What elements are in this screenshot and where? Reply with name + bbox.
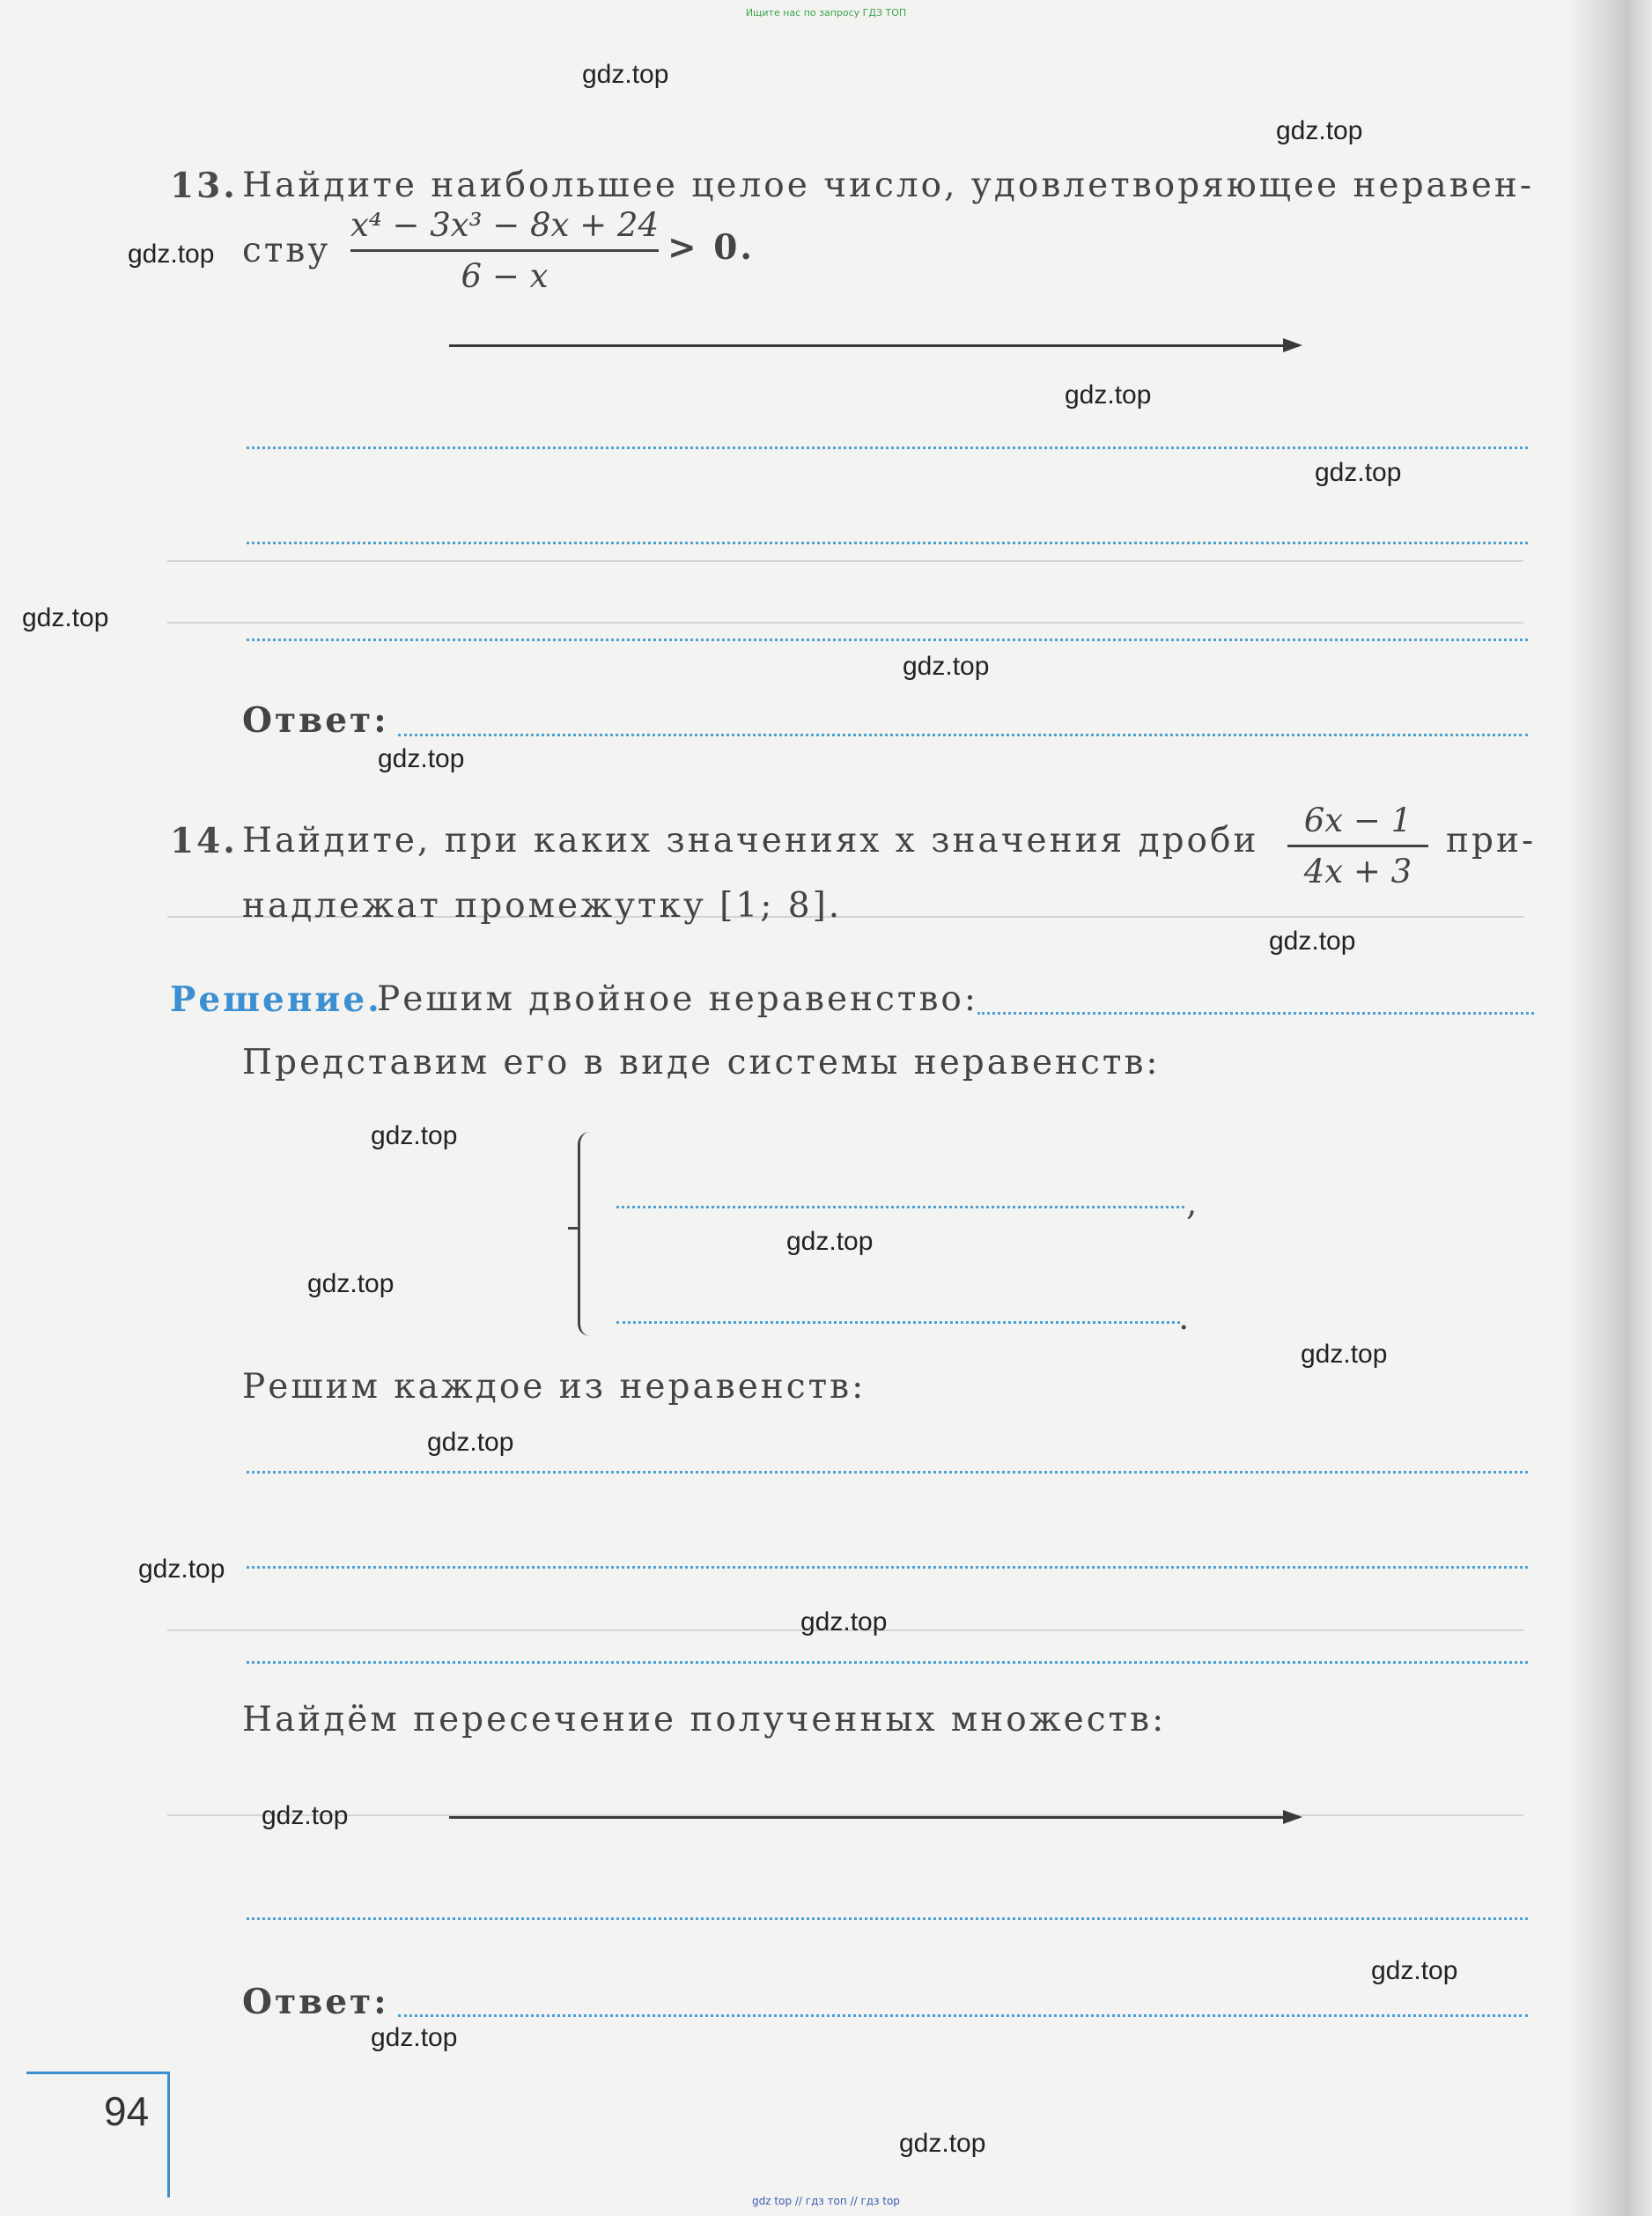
page-number: 94 xyxy=(104,2088,150,2134)
problem-14-answer-label: Ответ: xyxy=(242,1982,389,2022)
bottom-banner[interactable]: gdz top // гдз топ // гдз top xyxy=(752,2195,900,2207)
answer-line[interactable] xyxy=(247,639,1528,641)
system-inequality-2-field[interactable] xyxy=(616,1321,1180,1324)
system-brace xyxy=(578,1132,594,1336)
watermark: gdz.top xyxy=(903,652,990,681)
answer-line[interactable] xyxy=(247,1661,1528,1664)
watermark: gdz.top xyxy=(427,1428,514,1457)
each-inequality-text: Решим каждое из неравенств: xyxy=(242,1367,867,1407)
problem-14-text-line1: Найдите, при каких значениях x значения дроби xyxy=(242,821,1259,861)
problem-13-fraction xyxy=(350,206,659,295)
fraction-numerator: 6x − 1 xyxy=(1303,801,1412,839)
problem-13-text-line2: ству xyxy=(242,231,331,270)
watermark: gdz.top xyxy=(371,2023,458,2052)
top-banner[interactable]: Ищите нас по запросу ГДЗ ТОП xyxy=(745,7,907,18)
answer-field[interactable] xyxy=(398,2014,1528,2017)
system-text: Представим его в виде системы неравенств: xyxy=(242,1043,1161,1082)
fraction-bar xyxy=(350,249,659,252)
answer-line[interactable] xyxy=(247,447,1528,449)
fraction-bar xyxy=(1287,845,1428,847)
problem-14-text-line2: надлежат промежутку [1; 8]. xyxy=(242,886,843,926)
watermark: gdz.top xyxy=(1065,380,1152,410)
watermark: gdz.top xyxy=(378,744,465,773)
watermark: gdz.top xyxy=(1315,458,1402,487)
problem-13-inequality-sign: > 0. xyxy=(667,227,755,268)
problem-13-text-line1: Найдите наибольшее целое число, удовлетворяющее нерaвен- xyxy=(242,166,1534,205)
watermark: gdz.top xyxy=(138,1555,225,1584)
watermark: gdz.top xyxy=(307,1269,395,1298)
watermark: gdz.top xyxy=(786,1227,874,1256)
watermark: gdz.top xyxy=(1371,1956,1458,1985)
problem-14-text-line1-end: при- xyxy=(1446,821,1537,861)
intersection-text: Найдём пересечение полученных множеств: xyxy=(242,1700,1167,1740)
problem-13-answer-label: Ответ: xyxy=(242,700,389,741)
watermark: gdz.top xyxy=(128,240,215,269)
answer-line[interactable] xyxy=(247,542,1528,544)
watermark: gdz.top xyxy=(1269,927,1356,956)
bleed-line xyxy=(167,560,1523,562)
number-line-arrow[interactable] xyxy=(449,1816,1299,1819)
solution-label: Решение. xyxy=(170,979,382,1020)
answer-field[interactable] xyxy=(977,1012,1534,1015)
problem-14-number: 14. xyxy=(170,821,238,861)
system-end-period: . xyxy=(1178,1298,1192,1338)
answer-field[interactable] xyxy=(398,734,1528,736)
system-end-comma: , xyxy=(1186,1184,1200,1223)
watermark: gdz.top xyxy=(800,1607,888,1636)
answer-line[interactable] xyxy=(247,1917,1528,1920)
watermark: gdz.top xyxy=(1276,116,1363,145)
system-inequality-1-field[interactable] xyxy=(616,1206,1184,1208)
bleed-line xyxy=(167,622,1523,624)
answer-line[interactable] xyxy=(247,1566,1528,1569)
solution-text: Решим двойное неравенство: xyxy=(377,979,979,1019)
number-line-arrow[interactable] xyxy=(449,344,1299,347)
watermark: gdz.top xyxy=(899,2129,986,2158)
problem-14-fraction xyxy=(1287,801,1428,890)
watermark: gdz.top xyxy=(371,1121,458,1150)
fraction-denominator: 4x + 3 xyxy=(1303,853,1412,890)
watermark: gdz.top xyxy=(262,1801,349,1830)
page-edge-shadow xyxy=(1568,0,1652,2216)
fraction-denominator: 6 − x xyxy=(461,257,549,295)
watermark: gdz.top xyxy=(582,60,669,89)
fraction-numerator: x⁴ − 3x³ − 8x + 24 xyxy=(350,206,660,244)
answer-line[interactable] xyxy=(247,1471,1528,1474)
problem-13-number: 13. xyxy=(170,166,238,206)
watermark: gdz.top xyxy=(22,603,109,632)
watermark: gdz.top xyxy=(1301,1340,1388,1369)
